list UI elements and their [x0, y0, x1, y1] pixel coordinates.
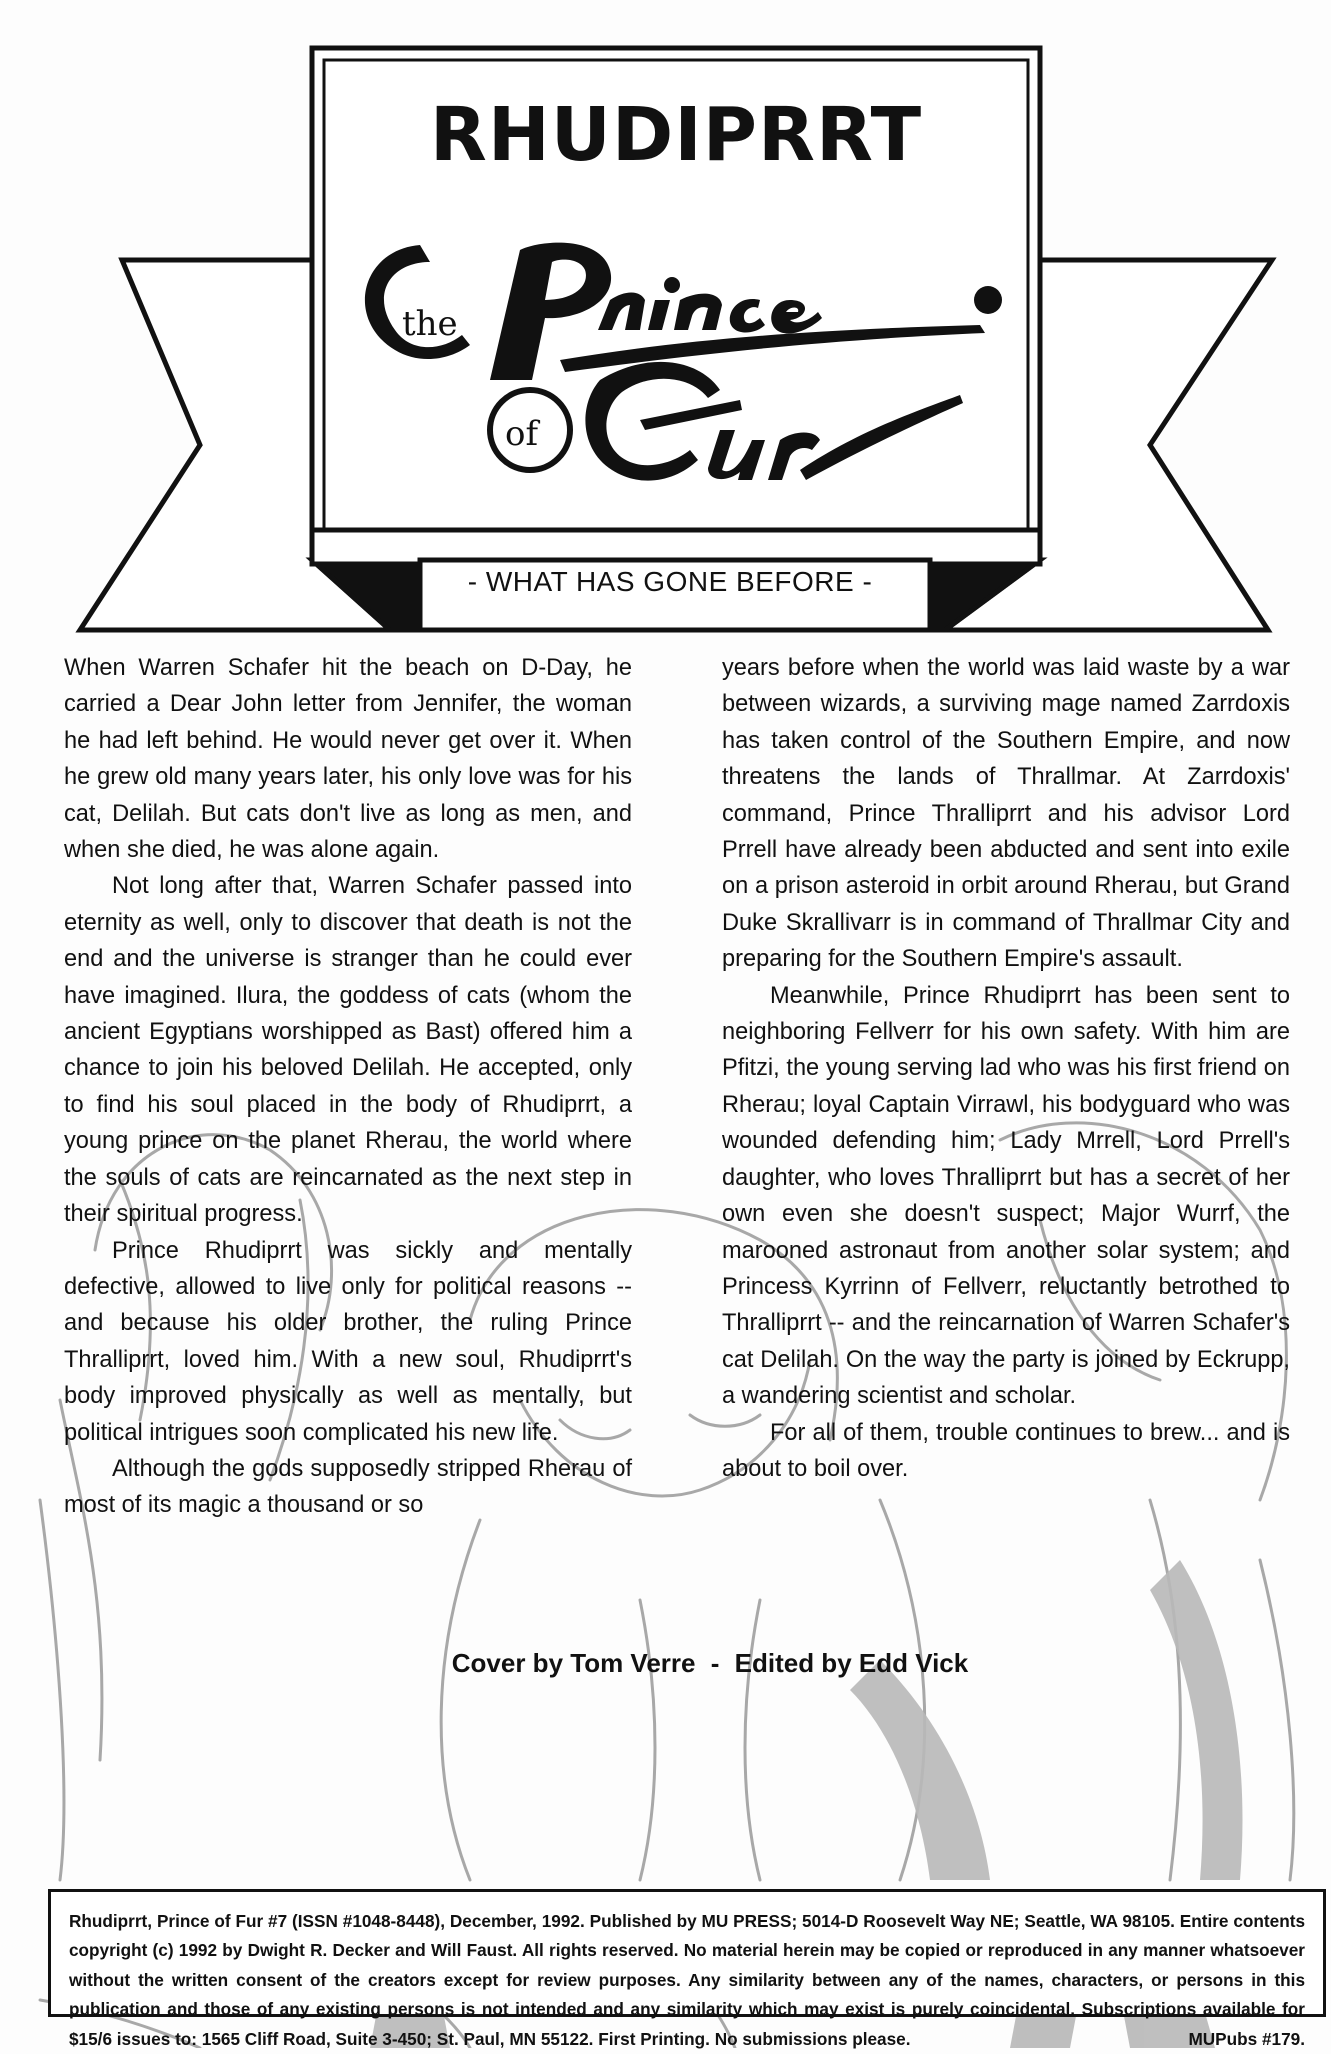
story-paragraph: years before when the world was laid waste by a war between wizards, a surviving mage named Zarrdoxis has taken control of the Southern Empire, and now threatens the lands of Thrallmar. At Zarrdoxis' command, Prince Thralliprrt and his advisor Lord Prrell have already been abducted and sent into exile on a prison asteroid in orbit around Rherau, but Grand Duke Skrallivarr is in command of Thrallmar City and preparing for the Southern Empire's assault. [722, 655, 1290, 973]
editor-credit: Edited by Edd Vick [734, 1648, 969, 1678]
pub-number: MUPubs #179. [1188, 2028, 1305, 2049]
story-paragraph: When Warren Schafer hit the beach on D-Day, he carried a Dear John letter from Jennifer, the woman he had left behind. He would never get over it. When he grew old many years later, his only love was for his cat, Delilah. But cats don't live as long as men, and when she died, he was alone again. [64, 655, 632, 864]
story-paragraph: Not long after that, Warren Schafer passed into eternity as well, only to discover that death is not the end and the universe is stranger than he could ever have imagined. Ilura, the goddess of cats (whom the ancient Egyptians worshipped as Bast) offered him a chance to join his beloved Delilah. He accepted, only to find his soul placed in the body of Rhudiprrt, a young prince on the planet Rherau, the world where the souls of cats are reincarnated as the next step in their spiritual progress. [64, 873, 632, 1228]
story-column-right [722, 650, 1290, 1487]
svg-text:of: of [505, 414, 539, 454]
credit-separator: - [710, 1648, 720, 1678]
story-column-left [64, 650, 632, 1524]
svg-text:the: the [402, 304, 458, 344]
indicia-body: Rhudiprrt, Prince of Fur #7 (ISSN #1048-8448), December, 1992. Published by MU PRESS; 5014-D Roosevelt Way NE; Seattle, WA 98105. Entire contents copyright (c) 1992 by Dwight R. Decker and Will Faust. All rights reserved. No material herein may be copied or reproduced in any manner whatsoever without the written consent of the creators except for review purposes. Any similarity between any of the names, characters, or persons in this publication and those of any existing persons is not intended and any similarity which may exist is purely coincidental. Subscriptions available for $15/6 issues to: 1565 Cliff Road, Suite 3-450; St. Paul, MN 55122. First Printing. No submissions please. [69, 1911, 1305, 2049]
indicia-text [69, 1907, 1305, 2054]
story-paragraph: Meanwhile, Prince Rhudiprrt has been sent to neighboring Fellverr for his own safety. With him are Pfitzi, the young serving lad who was his first friend on Rherau; loyal Captain Virrawl, his bodyguard who was wounded defending him; Lady Mrrell, Lord Prrell's daughter, who loves Thralliprrt but has a secret of her own even she doesn't suspect; Major Wurrf, the marooned astronaut from another solar system; and Princess Kyrrinn of Fellverr, reluctantly betrothed to Thralliprrt -- and the reincarnation of Warren Schafer's cat Delilah. On the way the party is joined by Eckrupp, a wandering scientist and scholar. [722, 982, 1290, 1410]
publication-indicia-box [48, 1889, 1326, 2049]
comic-title: RHUDIPRRT [429, 92, 923, 178]
credits-line [360, 1648, 1060, 1679]
story-paragraph: For all of them, trouble continues to brew... and is about to boil over. [722, 1419, 1290, 1482]
story-paragraph: Although the gods supposedly stripped Rherau of most of its magic a thousand or so [64, 1455, 632, 1519]
story-paragraph: Prince Rhudiprrt was sickly and mentally defective, allowed to live only for political reasons -- and because his older brother, the ruling Prince Thralliprrt, loved him. With a new soul, Rhudiprrt's body improved physically as well as mentally, but political intrigues soon complicated his new life. [64, 1237, 632, 1446]
cover-credit: Cover by Tom Verre [451, 1648, 696, 1678]
section-subtitle: - WHAT HAS GONE BEFORE - [467, 566, 873, 597]
